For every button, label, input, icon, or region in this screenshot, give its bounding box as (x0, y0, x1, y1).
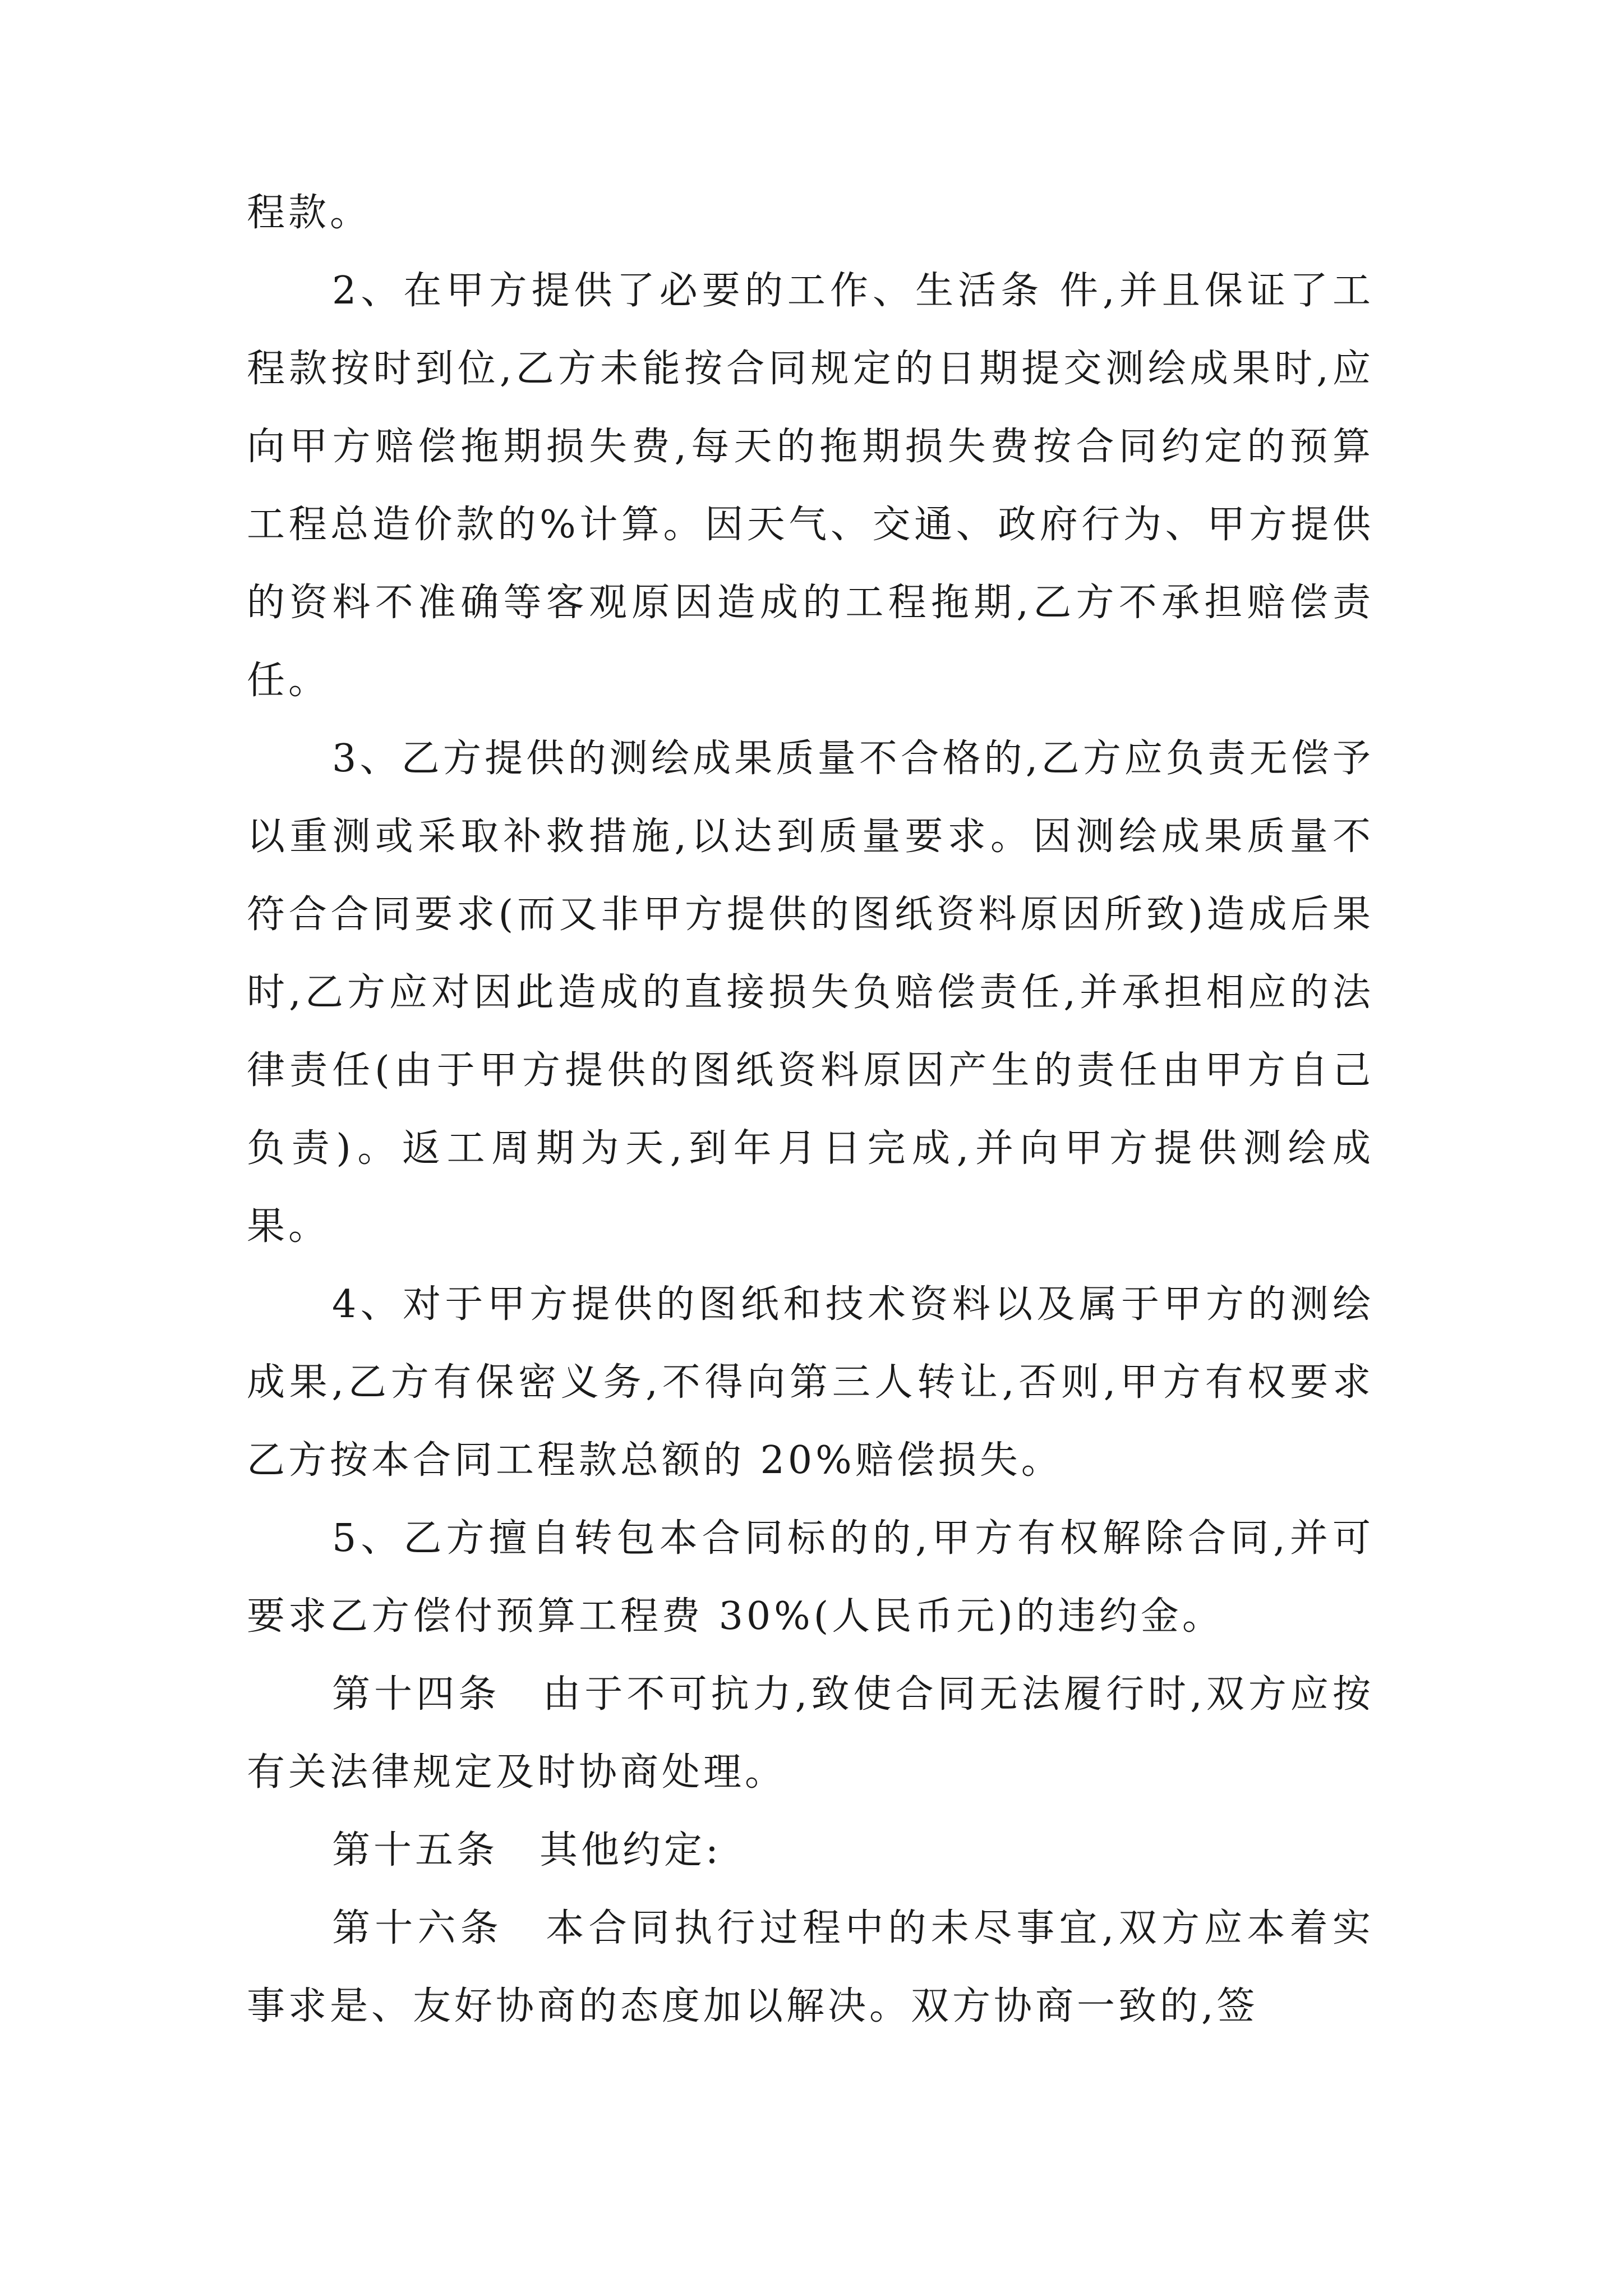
paragraph-clause-5: 5、乙方擅自转包本合同标的的,甲方有权解除合同,并可要求乙方偿付预算工程费 30%(人民币元)的违约金。 (247, 1516, 1374, 1639)
paragraph-continuation: 程款。 (247, 191, 372, 235)
paragraph-article-16: 第十六条 本合同执行过程中的未尽事宜,双方应本着实事求是、友好协商的态度加以解决。双方协商一致的,签 (247, 1906, 1374, 2028)
paragraph-clause-2: 2、在甲方提供了必要的工作、生活条 件,并且保证了工程款按时到位,乙方未能按合同规定的日期提交测绘成果时,应向甲方赔偿拖期损失费,每天的拖期损失费按合同约定的预算工程总造价款的%计算。因天气、交通、政府行为、甲方提供的资料不准确等客观原因造成的工程拖期,乙方不承担赔偿责任。 (247, 269, 1374, 703)
paragraph-article-15: 第十五条 其他约定: (332, 1828, 722, 1872)
document-page (247, 174, 1374, 2045)
paragraph-clause-4: 4、对于甲方提供的图纸和技术资料以及属于甲方的测绘成果,乙方有保密义务,不得向第三人转让,否则,甲方有权要求乙方按本合同工程款总额的 20%赔偿损失。 (247, 1282, 1374, 1483)
paragraph-clause-3: 3、乙方提供的测绘成果质量不合格的,乙方应负责无偿予以重测或采取补救措施,以达到质量要求。因测绘成果质量不符合合同要求(而又非甲方提供的图纸资料原因所致)造成后果时,乙方应对因此造成的直接损失负赔偿责任,并承担相应的法律责任(由于甲方提供的图纸资料原因产生的责任由甲方自己负责)。返工周期为天,到年月日完成,并向甲方提供测绘成果。 (247, 737, 1374, 1249)
paragraph-article-14: 第十四条 由于不可抗力,致使合同无法履行时,双方应按有关法律规定及时协商处理。 (247, 1672, 1374, 1795)
